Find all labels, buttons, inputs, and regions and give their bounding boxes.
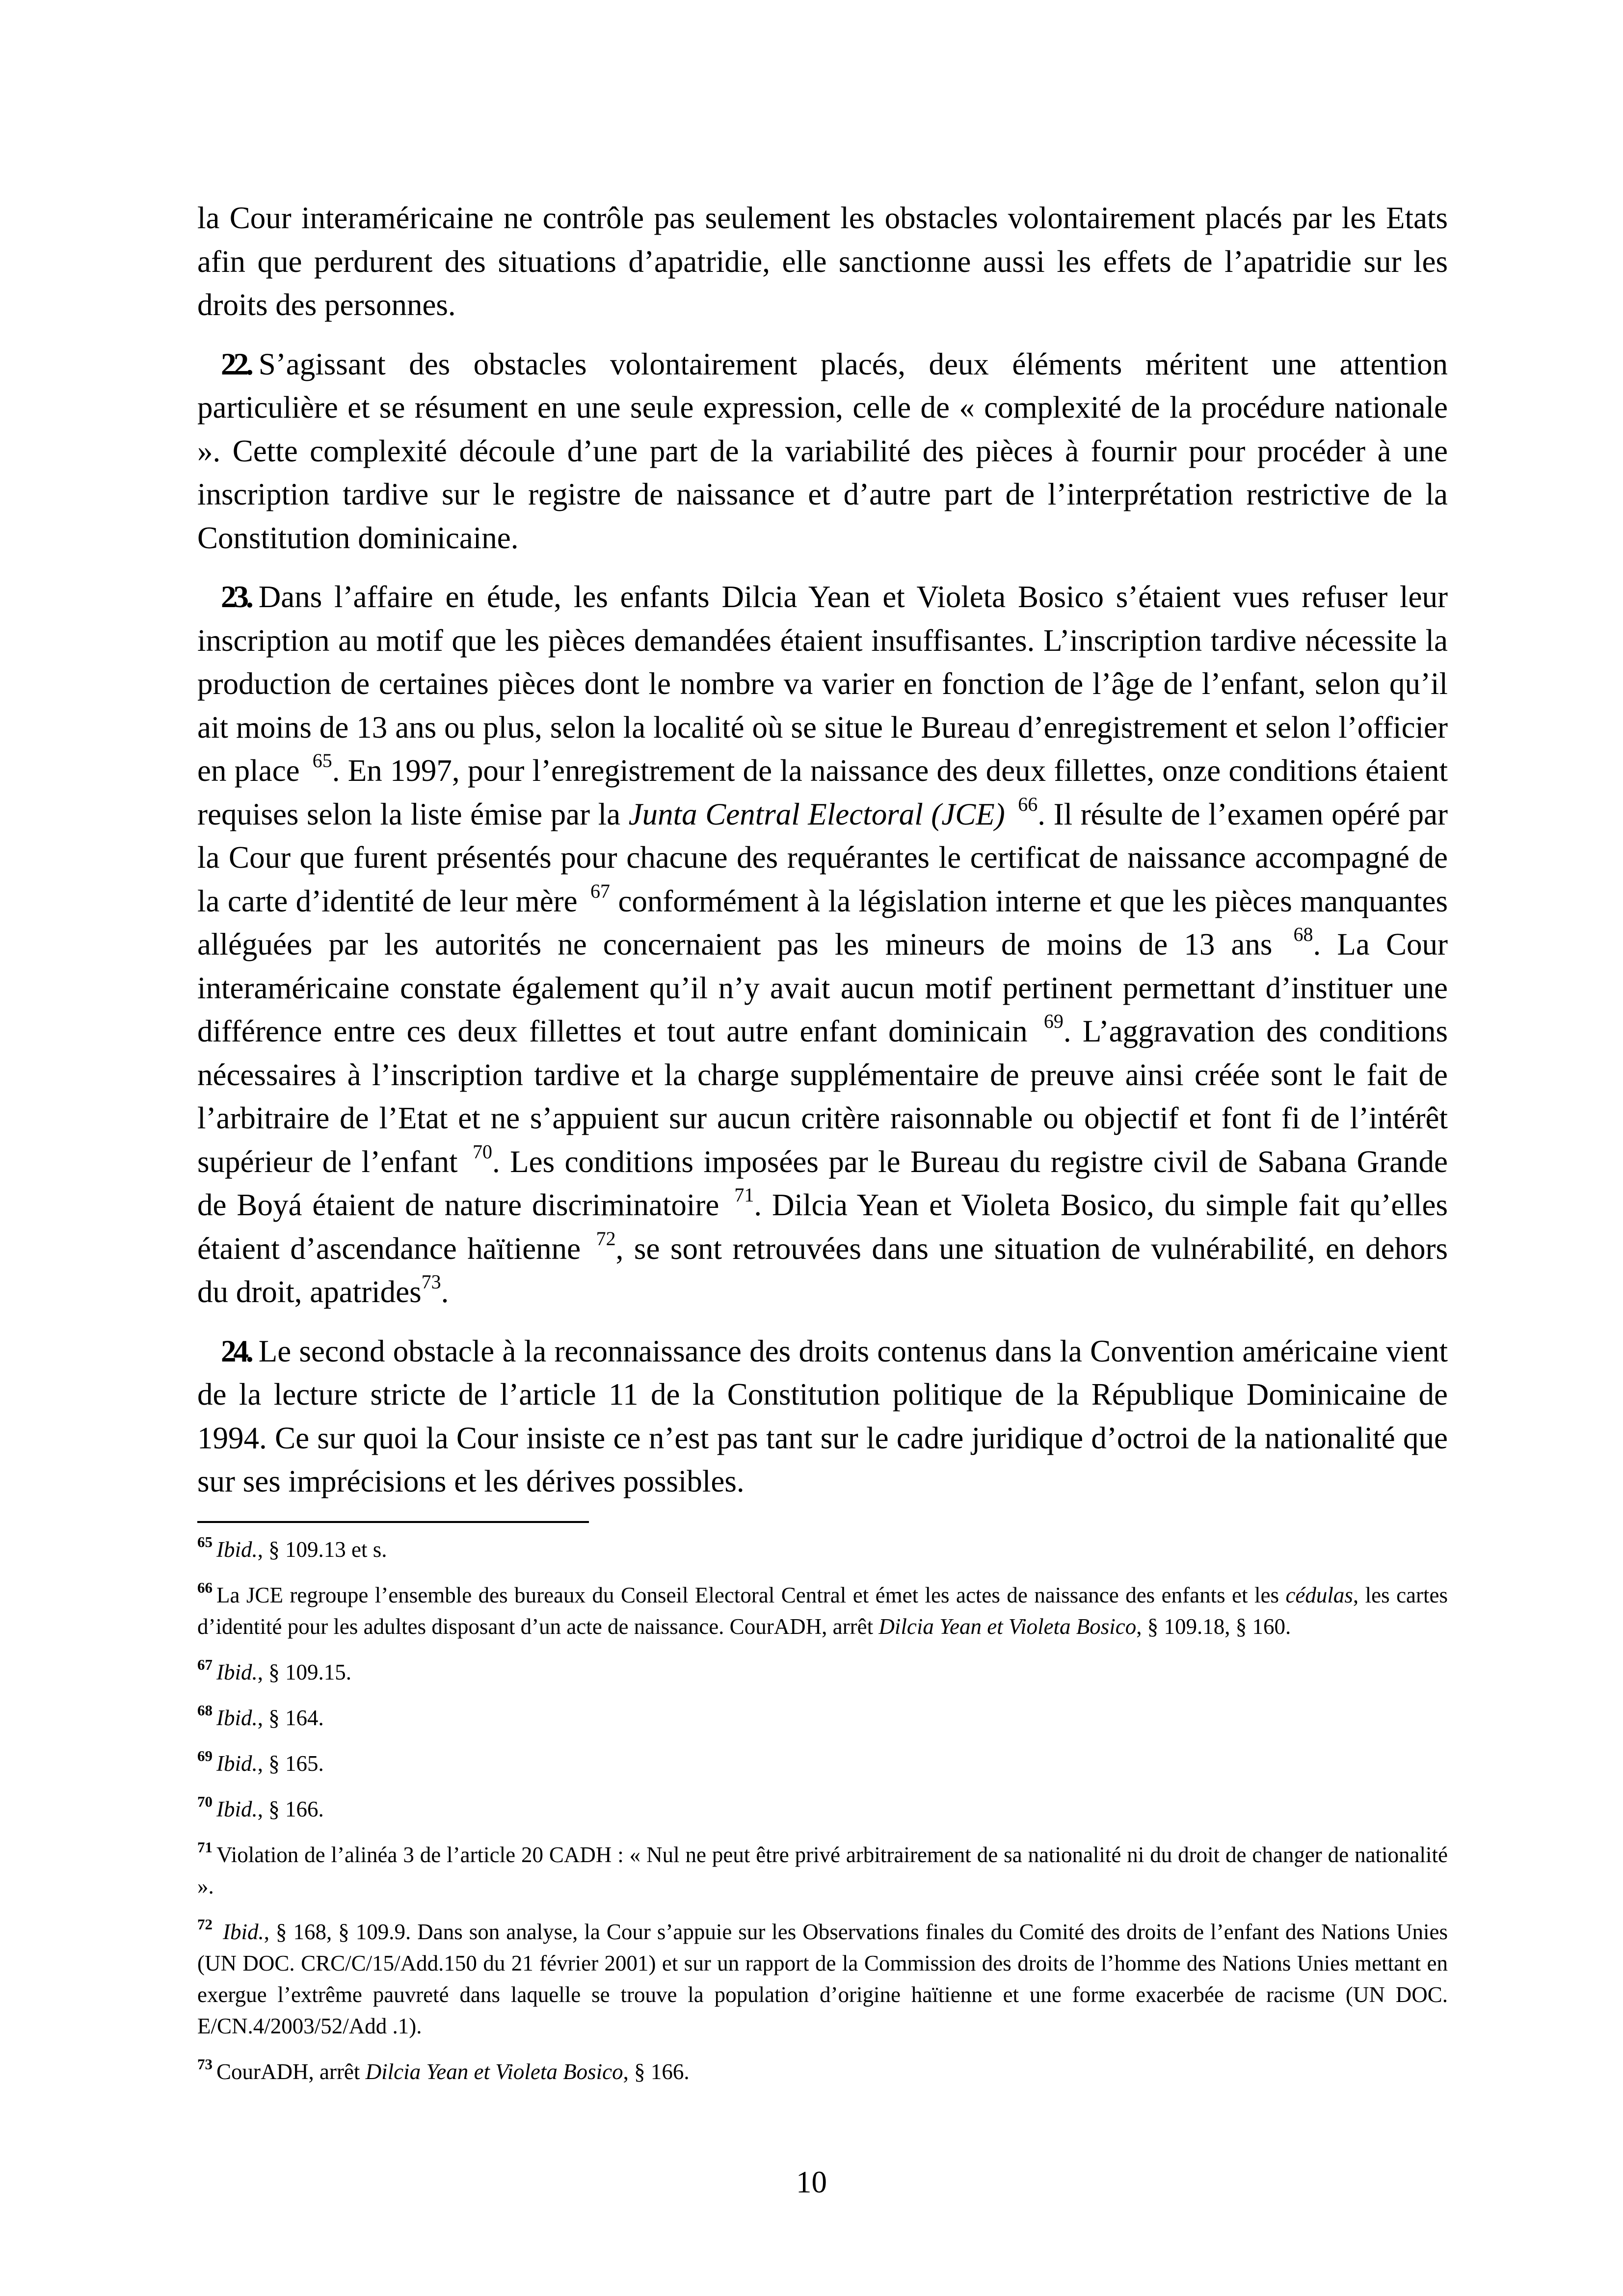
footnote-ref-69[interactable]: 69 <box>1043 1010 1064 1032</box>
footnote-ref-70[interactable]: 70 <box>472 1140 492 1163</box>
paragraph-text: Dans l’affaire en étude, les enfants Dilcia Yean et Violeta Bosico s’étaient vues refuser leur inscription au motif que les pièces demandées étaient insuffisantes. L’inscription tardive nécessite la production de certaines pièces dont le nombre va varier en fonction de l’âge de l’enfant, selon qu’il ait moins de 13 ans ou plus, selon la localité où se situe le Bureau d’enregistrement et selon l’officier en place <box>197 580 1448 788</box>
footnote-text-italic: Dilcia Yean et Violeta Bosico <box>878 1614 1137 1639</box>
footnotes <box>197 1534 1448 2102</box>
footnote-71 <box>197 1839 1448 1902</box>
paragraph-text: conformément à la législation interne et que les pièces manquantes alléguées par les autorités ne concernaient pas les mineurs de moins de 13 ans <box>197 883 1448 961</box>
paragraph-continuation <box>197 196 1448 327</box>
footnote-65 <box>197 1534 1448 1565</box>
footnote-ref-65[interactable]: 65 <box>312 749 332 772</box>
paragraph-text: S’agissant des obstacles volontairement placés, deux éléments méritent une attention particulière et se résument en une seule expression, celle de « complexité de la procédure nationale ». Cette complexité découle d’une part de la variabilité des pièces à fournir pour procéder à une inscription tardive sur le registre de naissance et d’autre part de l’interprétation restrictive de la Constitution dominicaine. <box>197 347 1448 555</box>
footnote-ref-73[interactable]: 73 <box>421 1271 441 1293</box>
footnote-text-italic: Ibid. <box>216 1660 258 1684</box>
footnote-number: 68 <box>197 1702 213 1719</box>
paragraph-text: Le second obstacle à la reconnaissance des droits contenus dans la Convention américaine vient de la lecture stricte de l’article 11 de la Constitution politique de la République Dominicaine de 1994. Ce sur quoi la Cour insiste ce n’est pas tant sur le cadre juridique d’octroi de la nationalité que sur ses imprécisions et les dérives possibles. <box>197 1334 1448 1498</box>
paragraph-number: 24. <box>221 1334 251 1368</box>
footnote-text: , § 168, § 109.9. Dans son analyse, la Cour s’appuie sur les Observations finales du Comité des droits de l’enfant des Nations Unies (UN DOC. CRC/C/15/Add.150 du 21 février 2001) et sur un rapport de la Commission des droits de l’homme des Nations Unies mettant en exergue l’extrême pauvreté dans laquelle se trouve la population d’origine haïtienne et une forme exacerbée de racisme (UN DOC. E/CN.4/2003/52/Add .1). <box>197 1920 1448 2038</box>
footnote-text: , § 166. <box>257 1797 324 1821</box>
footnote-69 <box>197 1748 1448 1779</box>
footnote-73 <box>197 2056 1448 2087</box>
footnote-text: , § 165. <box>257 1751 324 1776</box>
footnote-68 <box>197 1702 1448 1734</box>
footnote-separator <box>197 1521 589 1523</box>
footnote-ref-67[interactable]: 67 <box>590 880 611 902</box>
paragraph-22 <box>197 343 1448 560</box>
footnote-ref-71[interactable]: 71 <box>734 1184 754 1206</box>
paragraph-text: la Cour interaméricaine ne contrôle pas seulement les obstacles volontairement placés par les Etats afin que perdurent des situations d’apatridie, elle sanctionne aussi les effets de l’apatridie sur les droits des personnes. <box>197 201 1448 322</box>
footnote-number: 73 <box>197 2056 213 2073</box>
footnote-text-italic: Ibid. <box>216 1751 258 1776</box>
footnote-number: 67 <box>197 1656 213 1673</box>
footnote-text-italic: Dilcia Yean et Violeta Bosico <box>365 2059 623 2084</box>
paragraph-text: . La Cour interaméricaine constate également qu’il n’y avait aucun motif pertinent permettant d’instituer une différence entre ces deux fillettes et tout autre enfant dominicain <box>197 927 1448 1048</box>
paragraph-text-italic: Junta Central Electoral (JCE) <box>628 797 1005 831</box>
footnote-number: 72 <box>197 1916 213 1933</box>
paragraph-text: . Dilcia Yean et Violeta Bosico, du simple fait qu’elles étaient d’ascendance haïtienne <box>197 1188 1448 1266</box>
footnote-number: 71 <box>197 1839 213 1856</box>
footnote-text: CourADH, arrêt <box>216 2059 360 2084</box>
paragraph-text: , se sont retrouvées dans une situation de vulnérabilité, en dehors du droit, apatrides <box>197 1231 1448 1309</box>
paragraph-number: 22. <box>221 347 251 381</box>
footnote-text: , § 166. <box>623 2059 690 2084</box>
footnote-text-italic: cédulas <box>1285 1583 1353 1607</box>
footnote-ref-72[interactable]: 72 <box>596 1227 616 1250</box>
footnote-text: , § 164. <box>257 1706 324 1730</box>
paragraph-text: . <box>441 1275 449 1309</box>
footnote-text-italic: Ibid. <box>216 1797 258 1821</box>
paragraph-24 <box>197 1330 1448 1503</box>
footnote-text: , § 109.13 et s. <box>257 1537 387 1562</box>
paragraph-number: 23. <box>221 580 251 614</box>
footnote-ref-66[interactable]: 66 <box>1018 793 1038 815</box>
footnote-67 <box>197 1656 1448 1688</box>
paragraph-23 <box>197 575 1448 1314</box>
footnote-text-italic: Ibid. <box>223 1920 264 1944</box>
footnote-number: 66 <box>197 1579 213 1596</box>
footnote-number: 65 <box>197 1533 213 1550</box>
footnote-ref-68[interactable]: 68 <box>1293 923 1313 945</box>
footnote-text: , § 109.15. <box>257 1660 351 1684</box>
paragraph-text: . En 1997, pour l’enregistrement de la naissance des deux fillettes, onze conditions étaient requises selon la liste émise par la <box>197 753 1448 831</box>
paragraph-text: . Les conditions imposées par le Bureau du registre civil de Sabana Grande de Boyá étaient de nature discriminatoire <box>197 1144 1448 1222</box>
footnote-text-italic: Ibid. <box>216 1537 258 1562</box>
paragraph-text: . L’aggravation des conditions nécessaires à l’inscription tardive et la charge supplémentaire de preuve ainsi créée sont le fait de l’arbitraire de l’Etat et ne s’appuient sur aucun critère raisonnable ou objectif et font fi de l’intérêt supérieur de l’enfant <box>197 1014 1448 1179</box>
footnote-text-italic: Ibid. <box>216 1706 258 1730</box>
footnote-number: 70 <box>197 1793 213 1810</box>
footnote-number: 69 <box>197 1747 213 1764</box>
footnote-text: La JCE regroupe l’ensemble des bureaux du Conseil Electoral Central et émet les actes de naissance des enfants et les <box>216 1583 1279 1607</box>
page-number: 10 <box>796 2165 827 2199</box>
page-body <box>197 196 1448 1519</box>
footnote-text: , § 109.18, § 160. <box>1136 1614 1291 1639</box>
footnote-text: Violation de l’alinéa 3 de l’article 20 CADH : « Nul ne peut être privé arbitrairement de sa nationalité ni du droit de changer de nationalité ». <box>197 1842 1448 1898</box>
footnote-72 <box>197 1916 1448 2042</box>
footnote-66 <box>197 1579 1448 1642</box>
paragraph-text: . Il résulte de l’examen opéré par la Cour que furent présentés pour chacune des requérantes le certificat de naissance accompagné de la carte d’identité de leur mère <box>197 797 1448 918</box>
footnote-70 <box>197 1793 1448 1825</box>
footnote-text: , les cartes d’identité pour les adultes disposant d’un acte de naissance. CourADH, arrêt <box>197 1583 1448 1639</box>
